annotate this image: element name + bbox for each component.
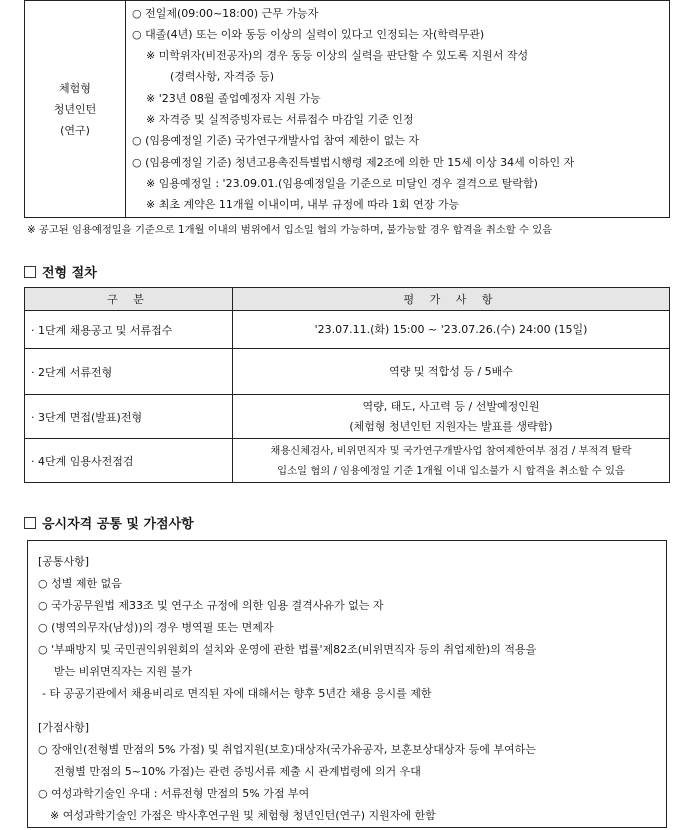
requirement-line: ○ 대졸(4년) 또는 이와 동등 이상의 실력이 있다고 인정되는 자(학력무관) [132,27,485,41]
common-item: ○ 성별 제한 없음 [38,577,122,590]
bonus-item: ○ 장애인(전형별 만점의 5% 가점) 및 취업지원(보호)대상자(국가유공자, 보훈보상대상자 등에 부여하는 [38,743,536,756]
requirement-line: ○ (임용예정일 기준) 국가연구개발사업 참여 제한이 없는 자 [132,134,420,148]
eligibility-box [27,540,667,828]
bonus-note: ※ 여성과학기술인 가점은 박사후연구원 및 체험형 청년인턴(연구) 지원자에 한함 [50,809,436,822]
start-date-note: ※ 공고된 임용예정일을 기준으로 1개월 이내의 범위에서 입소일 협의 가능하며, 불가능할 경우 합격을 취소할 수 있음 [27,224,553,236]
common-item: ○ 국가공무원법 제33조 및 연구소 규정에 의한 임용 결격사유가 없는 자 [38,599,384,612]
procedure-step: · 3단계 면접(발표)전형 [25,395,233,439]
eligibility-detail-table [24,0,670,218]
procedure-detail: '23.07.11.(화) 15:00 ~ '23.07.26.(수) 24:00 (15일) [233,311,670,349]
requirement-note: (경력사항, 자격증 등) [170,70,275,84]
category-line: 청년인턴 [53,102,97,116]
column-header: 구 분 [25,288,233,311]
checkbox-square-icon [24,517,36,529]
requirement-line: ○ (임용예정일 기준) 청년고용촉진특별법시행령 제2조에 의한 만 15세 이상 34세 이하인 자 [132,155,575,169]
common-item-continued: 받는 비위면직자는 지원 불가 [54,665,193,678]
procedure-table [24,287,670,483]
requirements-cell [126,1,670,218]
common-item: ○ (병역의무자(남성))의 경우 병역필 또는 면제자 [38,621,274,634]
bonus-item: ○ 여성과학기술인 우대 : 서류전형 만점의 5% 가점 부여 [38,787,310,800]
bonus-item-continued: 전형별 만점의 5~10% 가점)는 관련 증빙서류 제출 시 관계법령에 의거 우대 [54,765,421,778]
category-cell [25,1,126,218]
common-item: ○ '부패방지 및 국민권익위원회의 설치와 운영에 관한 법률'제82조(비위면직자 등의 취업제한)의 적용을 [38,643,537,656]
column-header: 평 가 사 항 [233,288,670,311]
requirement-note: ※ '23년 08월 졸업예정자 지원 가능 [146,91,321,105]
procedure-detail: 채용신체검사, 비위면직자 및 국가연구개발사업 참여제한여부 점검 / 부적격 탈락 입소일 협의 / 임용예정일 기준 1개월 이내 입소불가 시 합격을 취소할 수 있음 [233,439,670,483]
category-line: 체험형 [59,81,91,95]
procedure-section-title: 전형 절차 [24,262,97,281]
procedure-step: · 2단계 서류전형 [25,349,233,395]
bonus-header: [가점사항] [38,721,90,734]
procedure-step: · 1단계 채용공고 및 서류접수 [25,311,233,349]
common-subitem: - 타 공공기관에서 채용비리로 면직된 자에 대해서는 향후 5년간 채용 응시를 제한 [42,687,432,700]
procedure-detail: 역량, 태도, 사고력 등 / 선발예정인원 (체험형 청년인턴 지원자는 발표를 생략함) [233,395,670,439]
procedure-step: · 4단계 임용사전점검 [25,439,233,483]
requirement-note: ※ 임용예정일 : '23.09.01.(임용예정일을 기준으로 미달인 경우 결격으로 탈락함) [146,176,538,190]
category-line: (연구) [60,123,90,137]
requirement-line: ○ 전일제(09:00~18:00) 근무 가능자 [132,6,319,20]
procedure-detail: 역량 및 적합성 등 / 5배수 [233,349,670,395]
checkbox-square-icon [24,266,36,278]
requirement-note: ※ 미학위자(비전공자)의 경우 동등 이상의 실력을 판단할 수 있도록 지원서 작성 [146,49,529,63]
eligibility-section-title: 응시자격 공통 및 가점사항 [24,513,194,532]
requirement-note: ※ 최초 계약은 11개월 이내이며, 내부 규정에 따라 1회 연장 가능 [146,198,460,212]
requirement-note: ※ 자격증 및 실적증빙자료는 서류접수 마감일 기준 인정 [146,113,414,126]
common-header: [공통사항] [38,555,90,568]
